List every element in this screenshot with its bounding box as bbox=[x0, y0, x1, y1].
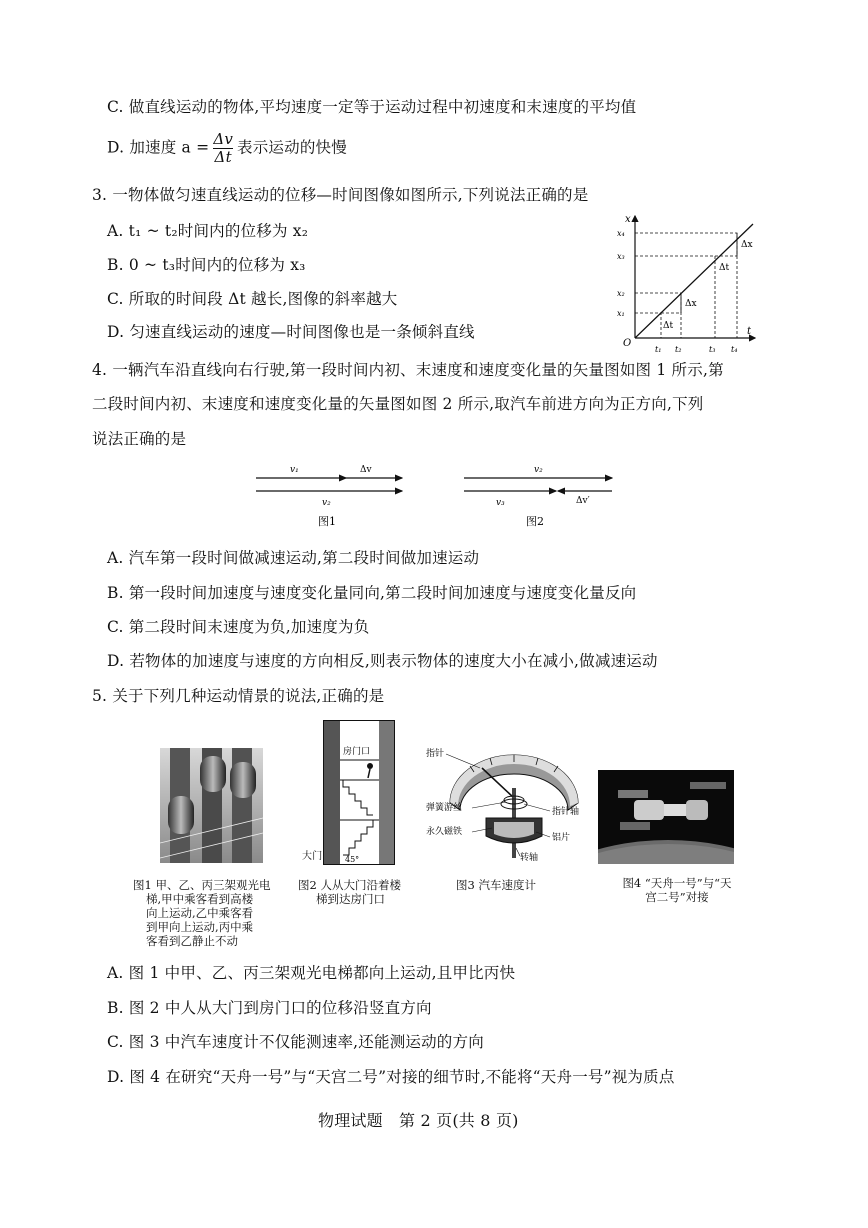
graph-tick-t3: t₃ bbox=[709, 345, 716, 354]
q3-stem: 3. 一物体做匀速直线运动的位移—时间图像如图所示,下列说法正确的是 bbox=[92, 186, 589, 204]
q4-stem-line-1: 4. 一辆汽车沿直线向右行驶,第一段时间内初、末速度和速度变化量的矢量图如图 1 所示,第 bbox=[92, 361, 724, 379]
graph-tick-x3: x₃ bbox=[617, 252, 625, 261]
fig1-v1-label: v₁ bbox=[290, 465, 299, 475]
axle-label: 指针轴 bbox=[552, 807, 580, 817]
graph-x-axis-label: t bbox=[747, 326, 752, 337]
graph-tick-t1: t₁ bbox=[655, 345, 662, 354]
q5-option-b: B. 图 2 中人从大门到房门口的位移沿竖直方向 bbox=[107, 999, 432, 1017]
fig1-caption-line: 图1 甲、乙、丙三架观光电 bbox=[133, 878, 271, 892]
q3-option-b: B. 0 ~ t₃时间内的位移为 x₃ bbox=[107, 256, 306, 274]
staircase-diagram bbox=[323, 720, 395, 865]
q2-option-d-prefix: D. 加速度 a = bbox=[107, 138, 210, 157]
graph-delta-t-lower: Δt bbox=[663, 321, 674, 331]
graph-tick-x4: x₄ bbox=[617, 229, 625, 238]
graph-delta-x-upper: Δx bbox=[741, 240, 753, 250]
fraction-denominator: Δt bbox=[214, 148, 232, 166]
page-footer: 物理试题 第 2 页(共 8 页) bbox=[318, 1111, 519, 1130]
fig4-caption bbox=[602, 876, 752, 904]
vector-figures bbox=[250, 455, 620, 530]
q3-option-a: A. t₁ ~ t₂时间内的位移为 x₂ bbox=[107, 222, 309, 240]
fig1-dv-label: Δv bbox=[360, 465, 372, 475]
acceleration-fraction bbox=[213, 131, 233, 166]
q4-option-d: D. 若物体的加速度与速度的方向相反,则表示物体的速度大小在减小,做减速运动 bbox=[107, 652, 658, 670]
shaft-label: 转轴 bbox=[520, 853, 539, 863]
fig2-caption bbox=[298, 878, 428, 906]
solar-panel-right bbox=[690, 782, 726, 789]
q5-option-c: C. 图 3 中汽车速度计不仅能测速率,还能测运动的方向 bbox=[107, 1033, 484, 1051]
fig1-caption-line: 客看到乙静止不动 bbox=[146, 934, 238, 948]
fig3-caption-line: 图3 汽车速度计 bbox=[456, 878, 536, 892]
fig2-v2-label: v₂ bbox=[534, 465, 543, 475]
docking-photo bbox=[598, 770, 734, 864]
elevators-photo bbox=[160, 748, 263, 863]
fig1-v2-label: v₂ bbox=[322, 498, 331, 508]
spring-label: 弹簧游丝 bbox=[426, 803, 463, 813]
q3-option-d: D. 匀速直线运动的速度—时间图像也是一条倾斜直线 bbox=[107, 323, 475, 341]
graph-tick-x2: x₂ bbox=[617, 289, 625, 298]
door-label: 房门口 bbox=[343, 747, 371, 757]
fig3-caption bbox=[456, 878, 576, 892]
fraction-numerator: Δv bbox=[213, 130, 234, 148]
q5-stem: 5. 关于下列几种运动情景的说法,正确的是 bbox=[92, 687, 385, 705]
fig2-caption-line: 梯到达房门口 bbox=[316, 892, 385, 906]
q4-option-c: C. 第二段时间末速度为负,加速度为负 bbox=[107, 618, 370, 636]
q4-option-a: A. 汽车第一段时间做减速运动,第二段时间做加速运动 bbox=[107, 549, 480, 567]
pointer-label: 指针 bbox=[426, 749, 445, 759]
angle-label: 45° bbox=[345, 855, 360, 864]
xt-graph bbox=[615, 208, 765, 358]
q3-option-c: C. 所取的时间段 Δt 越长,图像的斜率越大 bbox=[107, 290, 398, 308]
fig2-v3-label: v₃ bbox=[496, 498, 505, 508]
fig2-caption: 图2 bbox=[526, 515, 544, 528]
plate-label: 铝片 bbox=[552, 833, 571, 843]
fig1-caption-line: 到甲向上运动,丙中乘 bbox=[146, 920, 254, 934]
fig4-caption-line: 图4 “天舟一号”与“天 bbox=[622, 876, 732, 890]
fig1-caption bbox=[133, 878, 303, 948]
gate-label: 大门 bbox=[302, 851, 323, 862]
q2-option-d-suffix: 表示运动的快慢 bbox=[237, 138, 347, 157]
graph-tick-t4: t₄ bbox=[731, 345, 738, 354]
graph-y-axis-label: x bbox=[625, 214, 631, 225]
solar-panel-left bbox=[618, 790, 648, 798]
q4-stem-line-2: 二段时间内初、末速度和速度变化量的矢量图如图 2 所示,取汽车前进方向为正方向,下列 bbox=[92, 395, 704, 413]
fig1-caption-line: 向上运动,乙中乘客看 bbox=[146, 906, 254, 920]
person-icon bbox=[367, 763, 373, 769]
fig4-caption-line: 宫二号”对接 bbox=[645, 890, 709, 904]
q4-option-b: B. 第一段时间加速度与速度变化量同向,第二段时间加速度与速度变化量反向 bbox=[107, 584, 637, 602]
q2-option-c: C. 做直线运动的物体,平均速度一定等于运动过程中初速度和末速度的平均值 bbox=[107, 98, 637, 116]
q4-stem-line-3: 说法正确的是 bbox=[92, 430, 187, 448]
graph-delta-x-lower: Δx bbox=[685, 299, 697, 309]
graph-origin-label: O bbox=[623, 338, 632, 349]
fig1-caption: 图1 bbox=[318, 515, 336, 528]
magnet-label: 永久磁铁 bbox=[426, 827, 463, 837]
speedometer-diagram bbox=[420, 748, 596, 863]
spacecraft-body bbox=[634, 800, 664, 820]
fig2-caption-line: 图2 人从大门沿着楼 bbox=[298, 878, 401, 892]
graph-delta-t-upper: Δt bbox=[719, 263, 730, 273]
q2-option-d bbox=[107, 131, 347, 166]
fig2-dv-label: Δv′ bbox=[576, 496, 590, 506]
graph-line bbox=[635, 224, 753, 338]
graph-tick-t2: t₂ bbox=[675, 345, 682, 354]
q5-option-d: D. 图 4 在研究“天舟一号”与“天宫二号”对接的细节时,不能将“天舟一号”视为质点 bbox=[107, 1068, 675, 1086]
fig1-caption-line: 梯,甲中乘客看到高楼 bbox=[146, 892, 254, 906]
q5-option-a: A. 图 1 中甲、乙、丙三架观光电梯都向上运动,且甲比丙快 bbox=[107, 964, 516, 982]
graph-tick-x1: x₁ bbox=[617, 309, 625, 318]
